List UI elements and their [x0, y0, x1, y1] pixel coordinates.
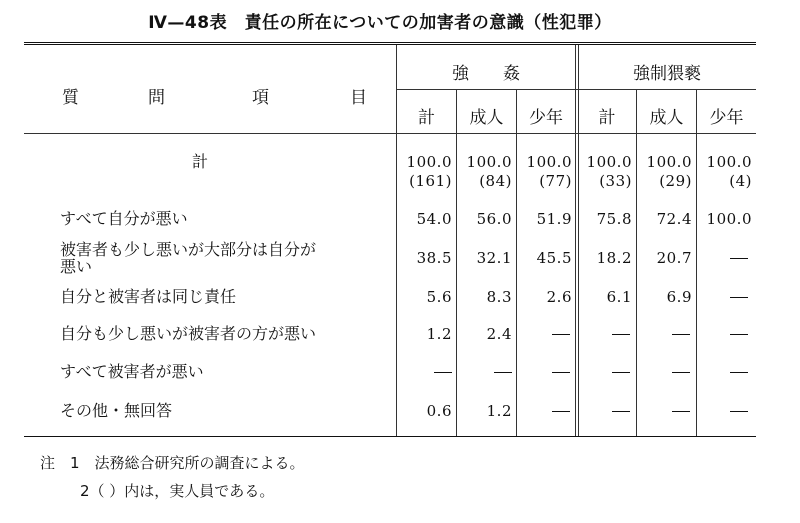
cell-dash — [730, 258, 748, 259]
cell-dash — [672, 372, 690, 373]
cell-value: 2.4 — [486, 325, 512, 343]
header-question-char: 質 — [62, 88, 79, 108]
cell-value: 45.5 — [536, 249, 572, 267]
cell-value: 0.6 — [426, 402, 452, 420]
subheader: 計 — [418, 108, 435, 128]
cell-value: 2.6 — [546, 288, 572, 306]
cell-value: 20.7 — [656, 249, 692, 267]
col-divider — [696, 89, 697, 436]
cell-value: 38.5 — [416, 249, 452, 267]
row-label: 悪い — [60, 257, 93, 276]
cell-dash — [730, 372, 748, 373]
cell-value: 75.8 — [596, 210, 632, 228]
cell-count: (77) — [539, 172, 572, 190]
cell-dash — [552, 334, 570, 335]
cell-count: (84) — [479, 172, 512, 190]
row-label: 被害者も少し悪いが大部分は自分が — [60, 240, 317, 259]
note-line-1: 注 1 法務総合研究所の調査による。 — [40, 454, 305, 472]
cell-dash — [612, 372, 630, 373]
subheader: 計 — [598, 108, 616, 128]
cell-value: 1.2 — [426, 325, 452, 343]
cell-dash — [552, 372, 570, 373]
cell-value: 54.0 — [416, 210, 452, 228]
header-group-indecent-assault: 強制猥褻 — [633, 64, 701, 84]
row-label: 自分と被害者は同じ責任 — [60, 287, 237, 306]
cell-count: (29) — [659, 172, 692, 190]
cell-value: 32.1 — [476, 249, 512, 267]
cell-value: 100.0 — [586, 153, 632, 171]
cell-dash — [730, 297, 748, 298]
cell-dash — [612, 411, 630, 412]
row-label-total: 計 — [192, 152, 209, 171]
cell-dash — [434, 372, 452, 373]
cell-count: (161) — [409, 172, 452, 190]
cell-dash — [730, 411, 748, 412]
cell-count: (4) — [729, 172, 752, 190]
note-line-2: 2（ ）内は，実人員である。 — [80, 482, 275, 500]
cell-dash — [730, 334, 748, 335]
cell-dash — [672, 411, 690, 412]
cell-value: 100.0 — [466, 153, 512, 171]
subheader: 成人 — [649, 108, 684, 128]
cell-value: 72.4 — [656, 210, 692, 228]
subheader: 少年 — [709, 108, 744, 128]
data-table — [24, 42, 756, 437]
cell-count: (33) — [599, 172, 632, 190]
row-label: すべて自分が悪い — [60, 209, 188, 228]
cell-dash — [552, 411, 570, 412]
cell-dash — [672, 334, 690, 335]
header-group-rape: 強 姦 — [452, 64, 520, 84]
subheader: 少年 — [529, 108, 563, 128]
cell-value: 100.0 — [406, 153, 452, 171]
header-question-char: 問 — [148, 88, 165, 108]
cell-value: 100.0 — [646, 153, 692, 171]
cell-value: 6.9 — [666, 288, 692, 306]
cell-value: 51.9 — [536, 210, 572, 228]
cell-value: 100.0 — [526, 153, 572, 171]
cell-value: 100.0 — [706, 153, 752, 171]
cell-dash — [612, 334, 630, 335]
subheader: 成人 — [469, 108, 504, 128]
header-question-char: 目 — [350, 88, 367, 108]
row-label: その他・無回答 — [60, 401, 173, 420]
header-bottom-line — [24, 133, 756, 134]
cell-dash — [494, 372, 512, 373]
cell-value: 100.0 — [706, 210, 752, 228]
table-title: Ⅳ—48表 責任の所在についての加害者の意識（性犯罪） — [148, 13, 612, 33]
row-label: 自分も少し悪いが被害者の方が悪い — [60, 324, 317, 343]
cell-value: 8.3 — [486, 288, 512, 306]
header-question-char: 項 — [252, 88, 269, 108]
cell-value: 5.6 — [426, 288, 452, 306]
cell-value: 18.2 — [596, 249, 632, 267]
cell-value: 6.1 — [606, 288, 632, 306]
row-label: すべて被害者が悪い — [60, 362, 204, 381]
cell-value: 1.2 — [486, 402, 512, 420]
cell-value: 56.0 — [476, 210, 512, 228]
